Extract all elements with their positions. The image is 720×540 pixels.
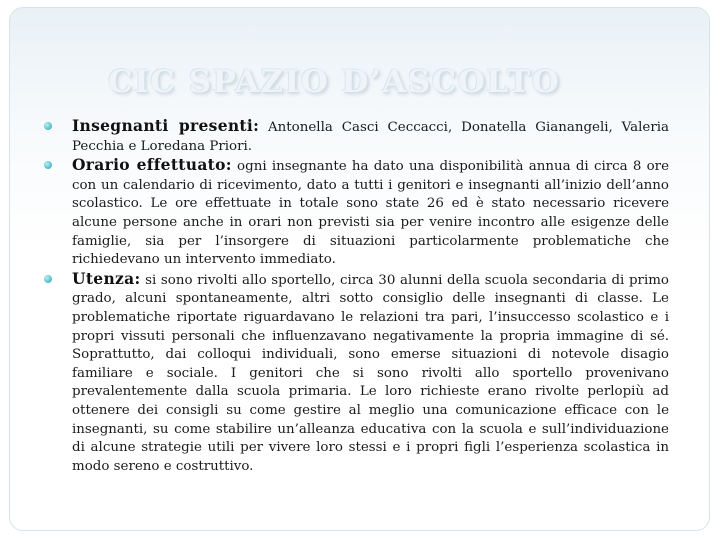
bullet-icon bbox=[44, 122, 52, 130]
item-label: Orario effettuato: bbox=[72, 155, 232, 175]
item-label: Insegnanti presenti: bbox=[72, 116, 260, 135]
bullet-icon bbox=[44, 275, 52, 283]
item-text: ogni insegnante ha dato una disponibilità annua di circa 8 ore con un calendario di ricevimento, dato a tutti i genitori e insegnanti all’inizio dell’anno scolastico. Le ore effettuate in totale sono state 26 ed è stato necessario ricevere alcune persone anche in orari non previsti sia per venire incontro alle esigenze delle famiglie, sia per l’insorgere di situazioni particolarmente problematiche che richiedevano un intervento immediato. bbox=[72, 159, 669, 268]
list-item-insegnanti bbox=[56, 117, 669, 156]
list-item-orario bbox=[56, 156, 669, 270]
item-text: Antonella Casci Ceccacci, Donatella Gianangeli, Valeria Pecchia e Loredana Priori. bbox=[72, 120, 669, 154]
slide-title: CIC SPAZIO D’ASCOLTO bbox=[108, 64, 561, 100]
bullet-list bbox=[56, 117, 669, 476]
item-text: si sono rivolti allo sportello, circa 30 alunni della scuola secondaria di primo grado, alcuni spontaneamente, altri sotto consiglio delle insegnanti di classe. Le problematiche riportate riguardavano le relazioni tra pari, l’insuccesso scolastico e i propri vissuti personali che influenzavano negativamente la propria immagine di sé. Soprattutto, dai colloqui individuali, sono emerse situazioni di notevole disagio familiare e sociale. I genitori che si sono rivolti allo sportello provenivano prevalentemente dalla scuola primaria. Le loro richieste erano rivolte perlopiù ad ottenere dei consigli su come gestire al meglio una comunicazione efficace con le insegnanti, su come stabilire un’alleanza educativa con la scuola e sull’individuazione di alcune strategie utili per vivere loro stessi e i propri figli l’esperienza scolastica in modo sereno e costruttivo. bbox=[72, 272, 669, 474]
list-item-utenza bbox=[56, 270, 669, 477]
item-label: Utenza: bbox=[72, 268, 141, 288]
